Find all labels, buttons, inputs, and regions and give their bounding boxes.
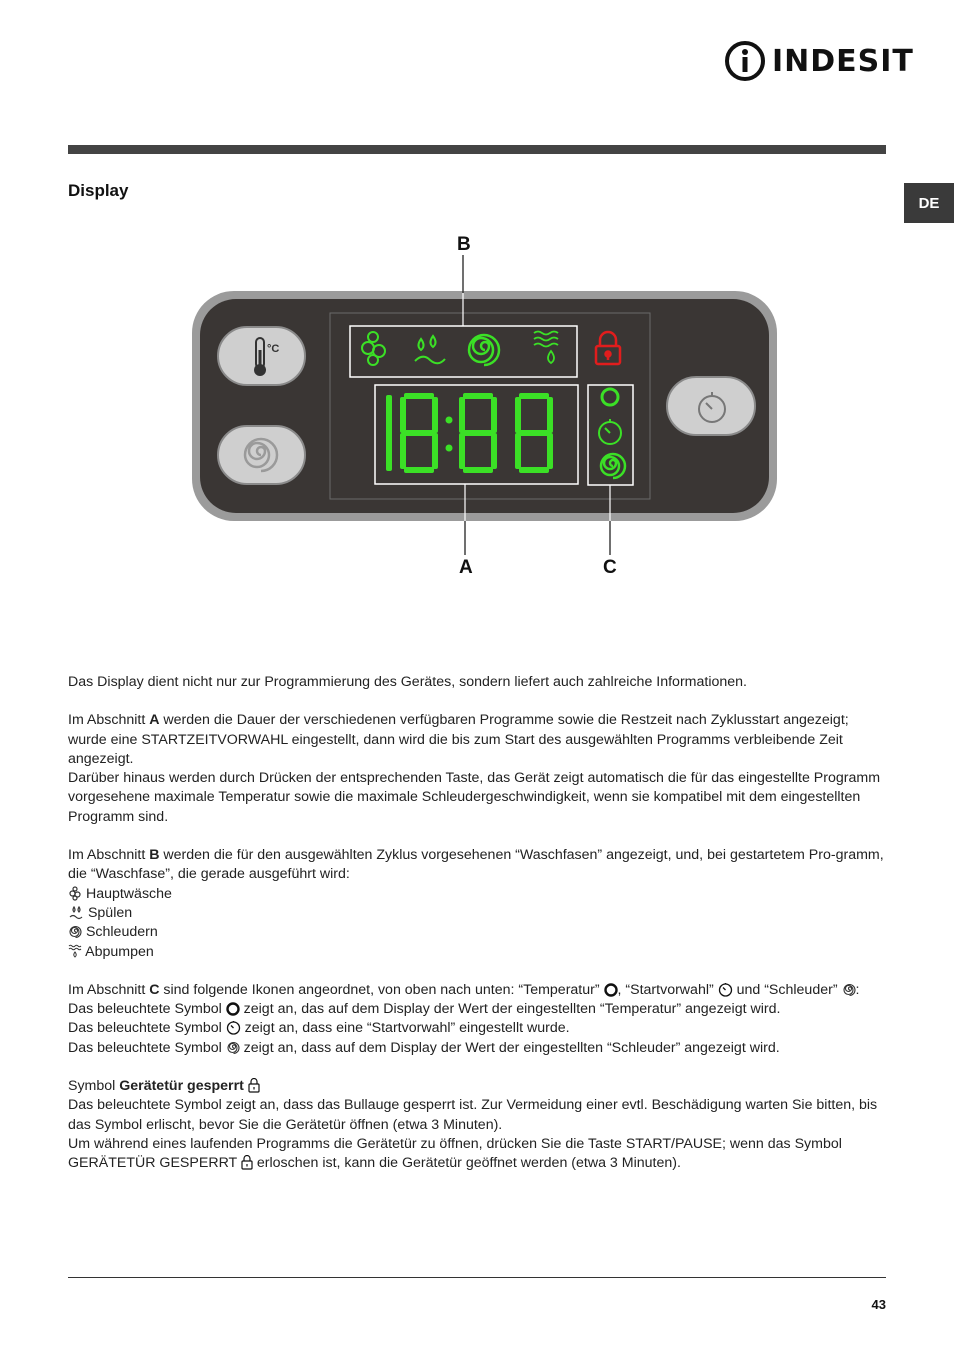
label-b: B [457,234,471,255]
brand-name: INDESIT [772,44,914,79]
temperature-symbol-icon [604,983,618,997]
section-c-paragraph: Im Abschnitt C sind folgende Ikonen angeordnet, von oben nach unten: “Temperatur” , “Startvorwahl” und “Schleuder” : [68,981,860,998]
section-b-paragraph: Im Abschnitt B werden die für den ausgewählten Zyklus vorgesehenen “Waschfasen” angezeigt, und, bei gestartetem Pro-gramm, die “Waschfase”, die gerade ausgeführt wird: [68,847,884,883]
spin-symbol-paragraph: Das beleuchtete Symbol zeigt an, dass auf dem Display der Wert der eingestellten “Schleuder” angezeigt wird. [68,1039,780,1056]
temp-unit-label: °C [267,343,280,355]
phase-item-wash: Hauptwäsche [68,885,888,904]
phase-item-drain: Abpumpen [68,943,888,962]
section-title: Display [68,181,129,200]
spin-button [218,426,305,484]
header-rule [68,145,886,154]
display-diagram [185,225,785,585]
page-number: 43 [871,1297,886,1312]
logo-mark-icon [724,40,766,82]
phase-item-spin: Schleudern [68,923,888,942]
temperature-symbol-paragraph: Das beleuchtete Symbol zeigt an, das auf dem Display der Wert der eingestellten “Temperatur” angezeigt wird. [68,1001,781,1018]
drain-icon [68,944,82,959]
lock-icon [248,1078,260,1093]
rinse-icon [68,906,84,920]
phase-item-rinse: Spülen [68,904,888,923]
intro-paragraph: Das Display dient nicht nur zur Programmierung des Gerätes, sondern liefert auch zahlreiche Informationen. [68,674,747,690]
spin-symbol-icon [226,1041,240,1055]
lock-paragraph-2: Um während eines laufenden Programms die Gerätetür zu öffnen, drücken Sie die Taste START/PAUSE; wenn das Symbol GERÄTETÜR GESPERRT erloschen ist, kann die Gerätetür geöffnet werden (etwa 3 Minuten). [68,1135,842,1172]
language-tab: DE [904,183,954,223]
spin-symbol-icon [842,983,856,997]
temperature-symbol-icon [226,1002,240,1016]
temperature-info-paragraph: Darüber hinaus werden durch Drücken der entsprechenden Taste, das Gerät zeigt automatisch die für das eingestellte Programm vorgesehene maximale Temperatur sowie die maximale Schleudergeschwindigkeit, wenn sie kompatibel mit dem eingestellten Programm sind. [68,770,881,825]
wash-icon [68,886,82,901]
footer-rule [68,1277,886,1278]
label-c: C [603,557,617,578]
indesit-logo [724,40,914,84]
label-a: A [459,557,473,578]
delay-symbol-paragraph: Das beleuchtete Symbol zeigt an, dass eine “Startvorwahl” eingestellt wurde. [68,1020,570,1037]
delay-start-button [667,377,755,435]
spin-icon [68,925,82,939]
lock-icon [241,1155,253,1170]
section-a-paragraph: Im Abschnitt A werden die Dauer der verschiedenen verfügbaren Programme sowie die Restzeit nach Zyklusstart angezeigt; wurde eine STARTZEITVORWAHL eingestellt, dann wird die bis zum Start des ausgewählten Programms verbleibende Zeit angezeigt. [68,712,849,767]
delay-symbol-icon [718,982,733,997]
lock-paragraph-1: Das beleuchtete Symbol zeigt an, dass das Bullauge gesperrt ist. Zur Vermeidung einer evtl. Beschädigung warten Sie bitten, bis das Symbol erlischt, bevor Sie die Gerätetür öffnen (etwa 3 Minuten). [68,1097,878,1133]
delay-symbol-icon [226,1020,241,1035]
body-text [68,673,888,1174]
lock-heading: Symbol Gerätetür gesperrt [68,1077,888,1096]
